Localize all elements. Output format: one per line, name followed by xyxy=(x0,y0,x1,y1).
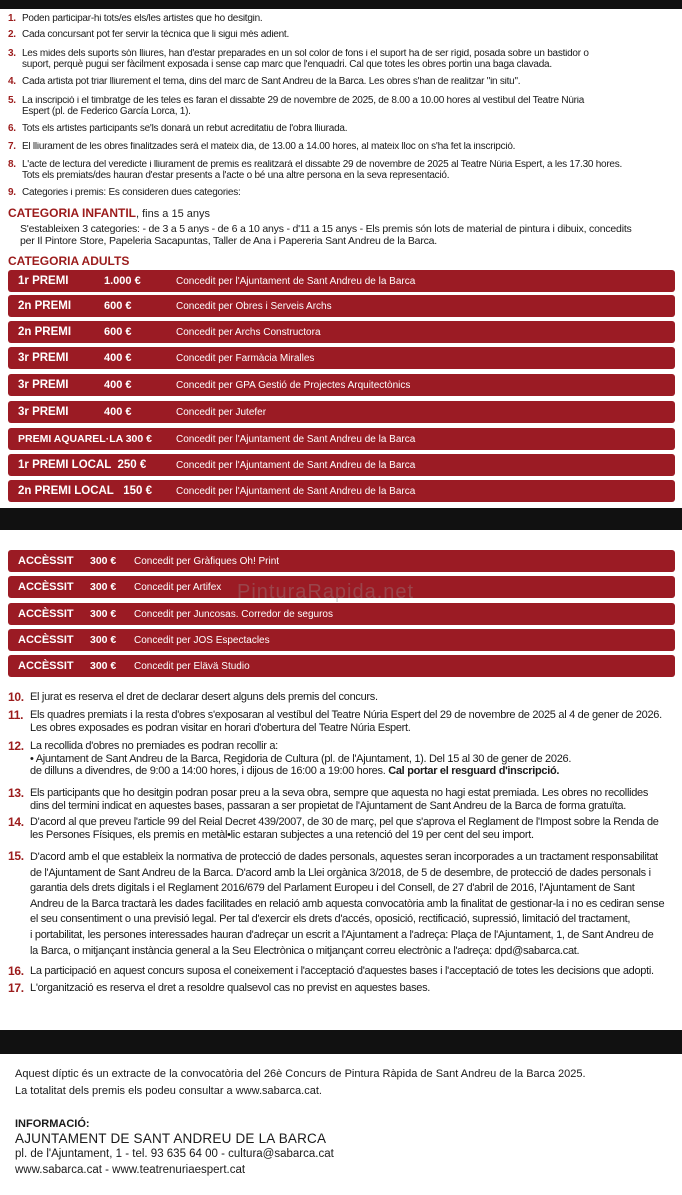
rule-7: 7. El lliurament de les obres finalitzades serà el mateix dia, de 13.00 a 14.00 hores, al mateix lloc on s'ha fet la inscripció. xyxy=(8,142,516,152)
accessit-row: ACCÈSSIT 300 € Concedit per Elävä Studio xyxy=(8,655,675,677)
prize-row: PREMI AQUAREL·LA 300 € Concedit per l'Ajuntament de Sant Andreu de la Barca xyxy=(8,428,675,450)
category-adults-title: CATEGORIA ADULTS xyxy=(8,254,130,268)
rule-15: 15. D'acord amb el que estableix la normativa de protecció de dades personals, aquestes seran incorporades a un tractament responsabilitat de l'Ajuntament de Sant Andreu de la Barca. D'acord amb la Llei orgànica 3/2018, de 5 de desembre, de protecció de dades personals i garantia dels drets digitals i el Reglament 2016/679 del Parlament Europeu i del Consell, de 27 d'abril de 2016, l'Ajuntament de Sant Andreu de la Barca tractarà les dades facilitades en relació amb aquesta convocatòria amb la finalitat de gestionar-la i no es cediran sense el seu consentiment o una previsió legal. Per tal d'exercir els drets d'accés, oposició, rectificació, supressió, limitació del tractament, i portabilitat, les persones interessades hauran d'adreçar un escrit a l'Ajuntament a l'adreça: Plaça de l'Ajuntament, 1, de Sant Andreu de la Barca, o mitjançant instància general a la Seu Electrònica o mitjançant correu electrònic a l'adreça: dpd@sabarca.cat. xyxy=(8,850,665,957)
rule-9: 9. Categories i premis: Es consideren dues categories: xyxy=(8,188,241,198)
accessit-row: ACCÈSSIT 300 € Concedit per JOS Espectacles xyxy=(8,629,675,651)
rule-3: 3. Les mides dels suports són lliures, han d'estar preparades en un sol color de fons i el suport ha de ser rígid, posada sobre un bastidor o suport, perquè pugui ser fàcilment exposada i sense cap marc que l'enquadri. Cal que totes les obres portin una baga clavada. xyxy=(8,49,589,70)
rule-16: 16. La participació en aquest concurs suposa el coneixement i l'acceptació d'aquestes bases i l'acceptació de totes les decisions que adopti. xyxy=(8,965,654,978)
rules-list-top xyxy=(8,14,680,200)
prize-row: 2n PREMI LOCAL 150 € Concedit per l'Ajuntament de Sant Andreu de la Barca xyxy=(8,480,675,502)
category-infantil-text: S'estableixen 3 categories: - de 3 a 5 anys - de 6 a 10 anys - d'11 a 15 anys - Els premis són lots de material de pintura i dibuix, concedits per Il Pintore Store, Papeleria Sacapuntas, Taller de Ana i Papereria Sant Andreu de la Barca. xyxy=(20,224,632,247)
rule-5: 5. La inscripció i el timbratge de les teles es faran el dissabte 29 de novembre de 2025, de 8.00 a 10.00 hores al vestíbul del Teatre Núria Espert (pl. de Federico García Lorca, 1). xyxy=(8,96,585,117)
contact-address: pl. de l'Ajuntament, 1 - tel. 93 635 64 00 - cultura@sabarca.cat xyxy=(15,1148,334,1160)
prize-row: 3r PREMI 400 € Concedit per Farmàcia Miralles xyxy=(8,347,675,369)
organization-name: AJUNTAMENT DE SANT ANDREU DE LA BARCA xyxy=(15,1131,327,1146)
accessit-row: ACCÈSSIT 300 € Concedit per Artifex xyxy=(8,576,675,598)
rule-14: 14. D'acord al que preveu l'article 99 del Reial Decret 439/2007, de 30 de març, pel que s'aprova el Reglament de l'Impost sobre la Renda de les Persones Físiques, els premis en metàl•lic estaran subjectes a una retenció del 19 per cent del seu import. xyxy=(8,816,659,841)
top-dark-band xyxy=(0,0,682,9)
web-links[interactable]: www.sabarca.cat - www.teatrenuriaespert.cat xyxy=(15,1164,246,1176)
rule-11: 11. Els quadres premiats i la resta d'obres s'exposaran al vestíbul del Teatre Núria Espert del 29 de novembre de 2025 al 4 de gener de 2026. Les obres exposades es podran visitar en horari d'obertura del Teatre Núria Espert. xyxy=(8,709,662,734)
rule-10: 10. El jurat es reserva el dret de declarar desert alguns dels premis del concurs. xyxy=(8,691,378,704)
accessit-row: ACCÈSSIT 300 € Concedit per Gràfiques Oh! Print xyxy=(8,550,675,572)
watermark: PinturaRapida.net xyxy=(237,581,415,603)
rule-8: 8. L'acte de lectura del veredicte i lliurament de premis es realitzarà el dissabte 29 de novembre de 2025 al Teatre Núria Espert, a les 17.30 hores. Tots els premiats/des hauran d'estar presents a l'acte o bé una altre persona en la seva representació. xyxy=(8,160,623,181)
rule-1: 1. Poden participar-hi tots/es els/les artistes que ho desitgin. xyxy=(8,14,263,24)
prize-row: 2n PREMI 600 € Concedit per Archs Constructora xyxy=(8,321,675,343)
rule-17: 17. L'organització es reserva el dret a resoldre qualsevol cas no previst en aquestes bases. xyxy=(8,982,431,995)
accessit-row: ACCÈSSIT 300 € Concedit per Juncosas. Corredor de seguros xyxy=(8,603,675,625)
middle-dark-band xyxy=(0,508,682,530)
category-infantil-title: CATEGORIA INFANTIL, fins a 15 anys xyxy=(8,206,210,220)
footer-note: Aquest díptic és un extracte de la convocatòria del 26è Concurs de Pintura Ràpida de Sant Andreu de la Barca 2025. La totalitat dels premis els podeu consultar a www.sabarca.cat. xyxy=(15,1068,586,1097)
bottom-dark-band xyxy=(0,1030,682,1054)
prize-row: 1r PREMI 1.000 € Concedit per l'Ajuntament de Sant Andreu de la Barca xyxy=(8,270,675,292)
rule-4: 4. Cada artista pot triar lliurement el tema, dins del marc de Sant Andreu de la Barca. Les obres s'han de realitzar "in situ". xyxy=(8,77,521,87)
rule-2: 2. Cada concursant pot fer servir la tècnica que li sigui més adient. xyxy=(8,30,289,40)
rules-list-bottom xyxy=(8,691,682,999)
prize-row: 1r PREMI LOCAL 250 € Concedit per l'Ajuntament de Sant Andreu de la Barca xyxy=(8,454,675,476)
prize-row: 3r PREMI 400 € Concedit per GPA Gestió de Projectes Arquitectònics xyxy=(8,374,675,396)
rule-6: 6. Tots els artistes participants se'ls donarà un rebut acreditatiu de l'obra lliurada. xyxy=(8,124,348,134)
info-label: INFORMACIÓ: xyxy=(15,1118,90,1130)
prize-row: 3r PREMI 400 € Concedit per Jutefer xyxy=(8,401,675,423)
rule-12: 12. La recollida d'obres no premiades es podran recollir a: • Ajuntament de Sant Andreu de la Barca, Regidoria de Cultura (pl. de l'Ajuntament, 1). Del 15 al 30 de gener de 2026. de dilluns a divendres, de 9:00 a 14:00 hores, i dijous de 16:00 a 19:00 hores. Cal portar el resguard d'inscripció. xyxy=(8,740,572,777)
rule-13: 13. Els participants que ho desitgin podran posar preu a la seva obra, sempre que aquesta no hagi estat premiada. Les obres no recollides dins del termini indicat en aquestes bases, passaran a ser propietat de l'Ajuntament de Sant Andreu de la Barca de forma gratuïta. xyxy=(8,787,649,812)
prize-row: 2n PREMI 600 € Concedit per Obres i Serveis Archs xyxy=(8,295,675,317)
